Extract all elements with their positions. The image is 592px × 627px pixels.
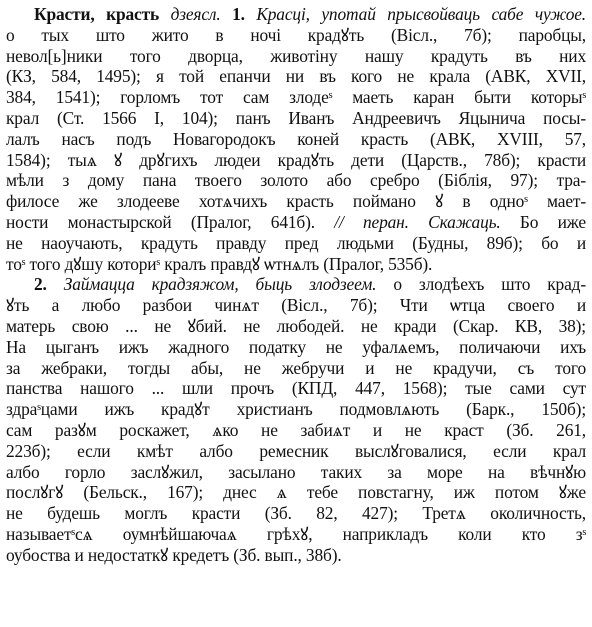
entry-line-26	[6, 524, 586, 545]
entry-line-15	[6, 295, 586, 316]
sense-2-text-line: ꙋть а любо разбои чинѧт (Вісл., 7б); Чти ѡтца своего и	[6, 295, 586, 316]
entry-line-18	[6, 358, 586, 379]
entry-line-11	[6, 212, 586, 233]
entry-line-5	[6, 87, 586, 108]
sense-2-text-line: оубоства и недостаткꙋ кредетъ (Зб. вып., 38б).	[6, 544, 342, 565]
sense-2-definition: Займацца крадзяжом, быць злодзеем.	[63, 274, 377, 295]
sense-2-text-line: здраˢцами ижъ крадꙋт христианъ подмовлѧють (Барк., 150б);	[6, 399, 586, 420]
sense-2-text-line: сам разꙋм роскажет, ѧко не забиѧт и не краст (Зб. 261,	[6, 419, 586, 440]
sense-2-text-line: панства нашого ... шли прочъ (КПД, 447, 1568); тые сами сут	[6, 378, 586, 399]
dictionary-entry	[6, 4, 586, 566]
entry-line-6	[6, 108, 586, 129]
sense-2-text-line: албо горло заслꙋжил, засылано таких за море на вѣчнꙋю	[6, 461, 586, 482]
sense-1-text-line: филосе же злодееве хотѧчихъ красть поймано ꙋ в одноˢ мает-	[6, 191, 586, 212]
sense-1-text-line: тоˢ того дꙋшу коториˢ кралъ правдꙋ ѡтнѧлъ (Пралог, 535б).	[6, 253, 433, 274]
entry-line-19	[6, 378, 586, 399]
entry-line-3	[6, 46, 586, 67]
entry-line-25	[6, 503, 586, 524]
sense-2-text-line: за жебраки, тогды абы, не жебручи и не крадучи, съ того	[6, 357, 586, 378]
entry-line-16	[6, 316, 586, 337]
entry-line-13	[6, 254, 586, 275]
sense-1-number: 1.	[232, 4, 245, 24]
entry-line-21	[6, 420, 586, 441]
part-of-speech: дзеясл.	[170, 4, 221, 24]
sense-1-text-line: невол[ь]ники того дворца, животіну нашу крадуть въ них	[6, 45, 586, 66]
sense-1-definition: Красці, употай прысвойваць сабе чужое.	[256, 4, 586, 24]
dictionary-page	[6, 4, 586, 623]
sense-1-text-line: (КЗ, 584, 1495); я той епанчи ни въ кого не крала (АВК, XVII,	[6, 66, 586, 87]
headword: Красти, красть	[34, 4, 160, 24]
sense-2-text-line: называетˢсѧ оумнѣйшаючаѧ грѣхꙋ, наприкладъ коли кто зˢ	[6, 523, 586, 544]
entry-line-20	[6, 399, 586, 420]
sense-1-text-line: не наоучають, крадуть правду пред людьми (Будны, 89б); бо и	[6, 232, 586, 253]
entry-line-9	[6, 170, 586, 191]
entry-line-4	[6, 66, 586, 87]
entry-line-17	[6, 337, 586, 358]
sense-1-text-line: о тых што жито в ночі крадꙋть (Вісл., 7б); паробцы,	[6, 24, 586, 45]
entry-line-27	[6, 545, 586, 566]
entry-line-8	[6, 150, 586, 171]
sense-1-text-line: Бо иже	[519, 211, 586, 232]
sense-2-text-line: На цыганъ ижъ жадного податку не уфалѧемъ, поличаючи ихъ	[6, 336, 586, 357]
entry-line-22	[6, 441, 586, 462]
sense-2-text-line: послꙋгꙋ (Бельск., 167); днес ѧ тебе повстагну, иж потом ꙋже	[6, 482, 586, 503]
sense-2-text-line: о злодѣехъ што крад-	[393, 274, 586, 295]
sense-2-text-line: не будешь моглъ красти (Зб. 82, 427); Третѧ околичность,	[6, 503, 586, 524]
sense-1-text-line: крал (Ст. 1566 І, 104); панъ Иванъ Андреевичъ Яцынича посы-	[6, 107, 586, 128]
sense-1-text-line: лалъ насъ подъ Новагородокъ коней красть (АВК, XVIII, 57,	[6, 128, 586, 149]
sense-1-text-line: мѣли з дому пана твоего золото або сребро (Біблія, 97); тра-	[6, 170, 586, 191]
entry-line-23	[6, 462, 586, 483]
sense-1-text-line: 1584); тыѧ ꙋ дрꙋгихъ людеи крадꙋть дети (Царств., 78б); красти	[6, 149, 586, 170]
entry-line-14	[6, 274, 586, 295]
entry-line-2	[6, 25, 586, 46]
entry-line-10	[6, 191, 586, 212]
sense-1-text-line: 384, 1541); горломъ тот сам злодеˢ маеть каран быти которыˢ	[6, 87, 586, 108]
entry-line-1	[6, 4, 586, 25]
entry-line-12	[6, 233, 586, 254]
sense-1-text-line: ности монастырской (Пралог, 641б).	[6, 211, 315, 232]
entry-line-7	[6, 129, 586, 150]
sense-2-text-line: матерь свою ... не ꙋбий. не любодей. не кради (Скар. КВ, 38);	[6, 315, 586, 336]
entry-line-24	[6, 482, 586, 503]
sense-2-text-line: 223б); если кмѣт албо ремесник выслꙋговалися, если крал	[6, 440, 586, 461]
sense-2-number: 2.	[34, 274, 47, 295]
figurative-sense-marker: // перан. Скажаць.	[334, 211, 501, 232]
